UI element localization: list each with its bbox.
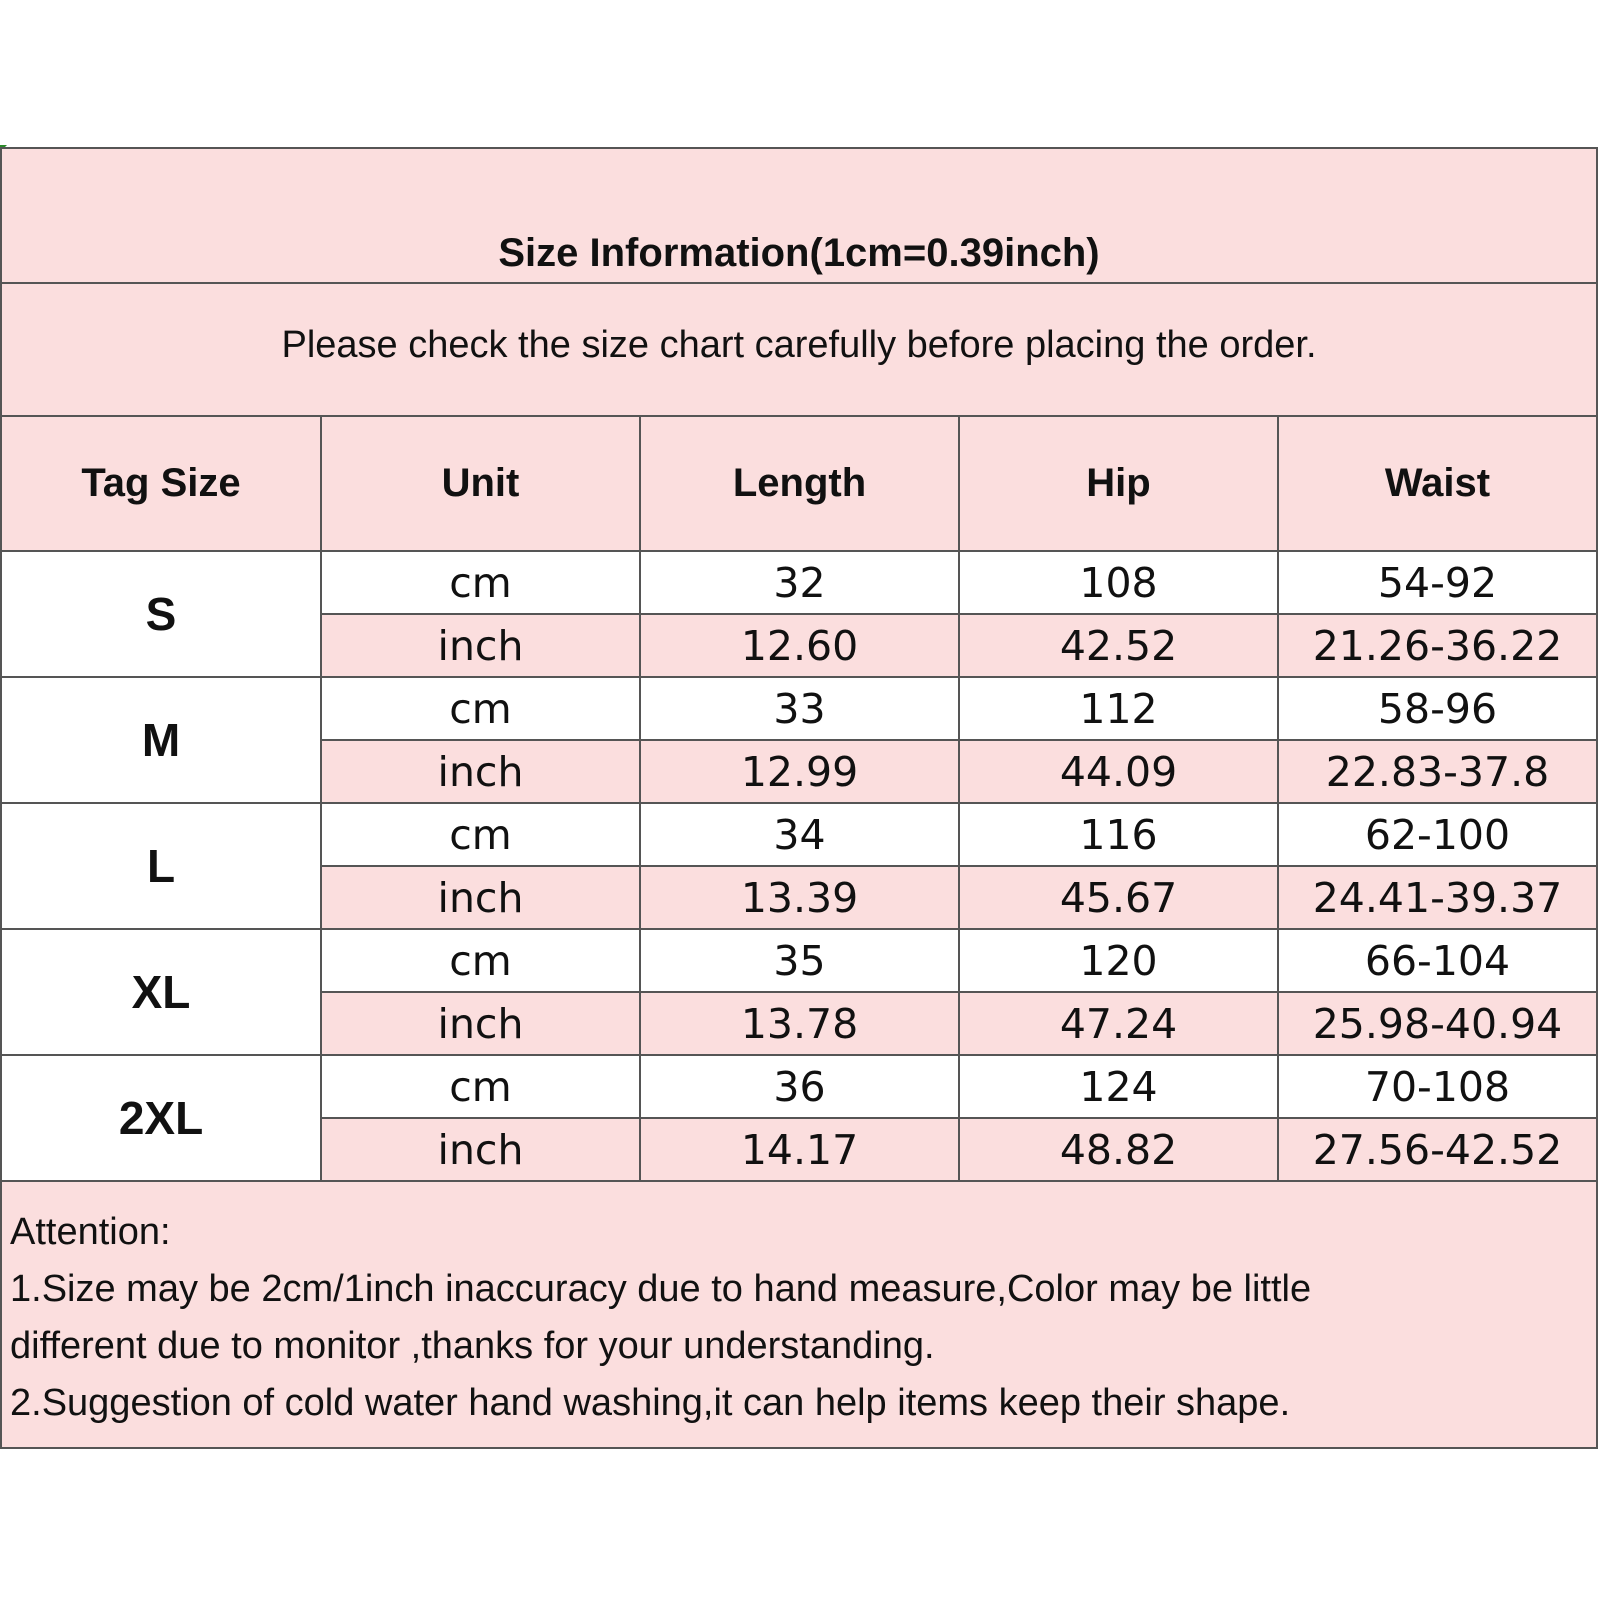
header-length: Length (640, 417, 959, 551)
hip-cell: 108 (959, 551, 1278, 614)
subtitle-band (2, 284, 1596, 417)
unit-cell: inch (321, 992, 640, 1055)
attention-notes (10, 1204, 1576, 1432)
tag-size-cell: XL (2, 929, 321, 1055)
header-tag-size: Tag Size (2, 417, 321, 551)
length-cell: 12.60 (640, 614, 959, 677)
size-chart (0, 147, 1598, 1449)
title-band (2, 149, 1596, 284)
unit-cell: cm (321, 677, 640, 740)
hip-cell: 44.09 (959, 740, 1278, 803)
length-cell: 34 (640, 803, 959, 866)
hip-cell: 116 (959, 803, 1278, 866)
tag-size-cell: S (2, 551, 321, 677)
tag-size-cell: M (2, 677, 321, 803)
length-cell: 14.17 (640, 1118, 959, 1181)
waist-cell: 70-108 (1278, 1055, 1596, 1118)
length-cell: 36 (640, 1055, 959, 1118)
waist-cell: 24.41-39.37 (1278, 866, 1596, 929)
hip-cell: 42.52 (959, 614, 1278, 677)
note-line: different due to monitor ,thanks for your understanding. (10, 1325, 935, 1367)
waist-cell: 27.56-42.52 (1278, 1118, 1596, 1181)
length-cell: 13.39 (640, 866, 959, 929)
hip-cell: 124 (959, 1055, 1278, 1118)
notes-heading: Attention: (10, 1211, 171, 1253)
header-waist: Waist (1278, 417, 1596, 551)
unit-cell: inch (321, 740, 640, 803)
chart-subtitle: Please check the size chart carefully before placing the order. (281, 324, 1317, 366)
waist-cell: 22.83-37.8 (1278, 740, 1596, 803)
note-line: 2.Suggestion of cold water hand washing,it can help items keep their shape. (10, 1382, 1291, 1424)
hip-cell: 45.67 (959, 866, 1278, 929)
table-row (2, 929, 1596, 992)
hip-cell: 47.24 (959, 992, 1278, 1055)
waist-cell: 54-92 (1278, 551, 1596, 614)
length-cell: 32 (640, 551, 959, 614)
length-cell: 33 (640, 677, 959, 740)
table-row (2, 551, 1596, 614)
unit-cell: cm (321, 929, 640, 992)
table-row (2, 803, 1596, 866)
unit-cell: cm (321, 551, 640, 614)
waist-cell: 21.26-36.22 (1278, 614, 1596, 677)
unit-cell: inch (321, 614, 640, 677)
note-line: 1.Size may be 2cm/1inch inaccuracy due to hand measure,Color may be little (10, 1268, 1312, 1310)
waist-cell: 62-100 (1278, 803, 1596, 866)
unit-cell: inch (321, 866, 640, 929)
table-row (2, 1055, 1596, 1118)
waist-cell: 66-104 (1278, 929, 1596, 992)
hip-cell: 48.82 (959, 1118, 1278, 1181)
unit-cell: cm (321, 1055, 640, 1118)
length-cell: 35 (640, 929, 959, 992)
length-cell: 13.78 (640, 992, 959, 1055)
header-row (2, 417, 1596, 551)
header-unit: Unit (321, 417, 640, 551)
length-cell: 12.99 (640, 740, 959, 803)
hip-cell: 120 (959, 929, 1278, 992)
unit-cell: inch (321, 1118, 640, 1181)
size-table (2, 417, 1596, 1182)
unit-cell: cm (321, 803, 640, 866)
waist-cell: 25.98-40.94 (1278, 992, 1596, 1055)
waist-cell: 58-96 (1278, 677, 1596, 740)
header-hip: Hip (959, 417, 1278, 551)
tag-size-cell: L (2, 803, 321, 929)
chart-title: Size Information(1cm=0.39inch) (498, 231, 1100, 275)
table-row (2, 677, 1596, 740)
hip-cell: 112 (959, 677, 1278, 740)
tag-size-cell: 2XL (2, 1055, 321, 1181)
